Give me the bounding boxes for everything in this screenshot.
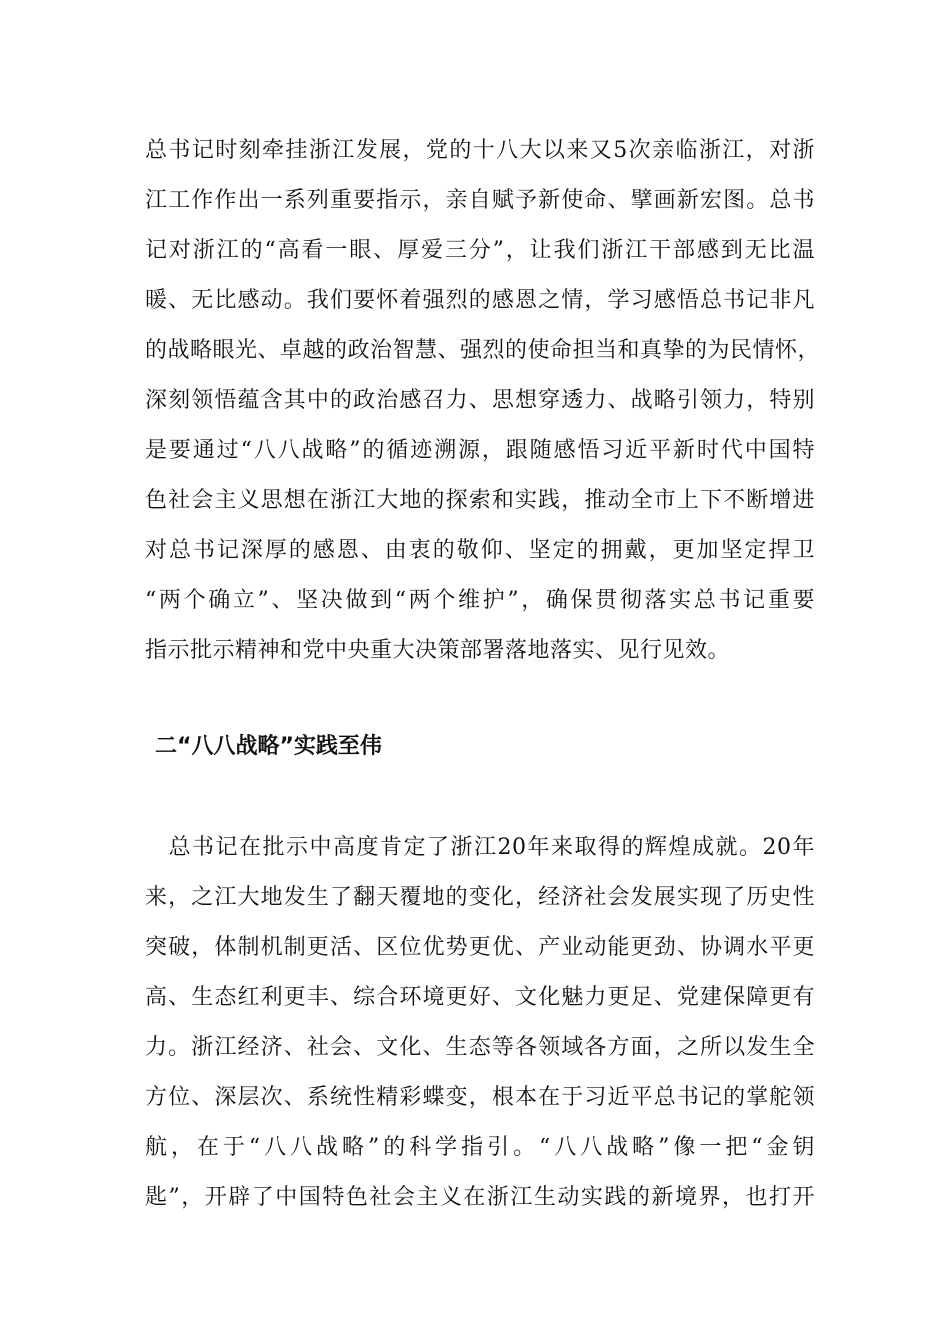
text-line: 突破，体制机制更活、区位优势更优、产业动能更劲、协调水平更 — [145, 935, 815, 960]
text-line: 色社会主义思想在浙江大地的探索和实践，推动全市上下不断增进 — [145, 488, 815, 513]
text-line: 的战略眼光、卓越的政治智慧、强烈的使命担当和真挚的为民情怀， — [145, 338, 821, 363]
text-line: 暖、无比感动。我们要怀着强烈的感恩之情，学习感悟总书记非凡 — [145, 288, 815, 313]
section-heading: 二“八八战略”实践至伟 — [155, 734, 382, 759]
text-line: 记对浙江的“高看一眼、厚爱三分”，让我们浙江干部感到无比温 — [145, 238, 815, 263]
text-line: 航，在于“八八战略”的科学指引。“八八战略”像一把“金钥 — [145, 1135, 815, 1160]
text-line: 力。浙江经济、社会、文化、生态等各领域各方面，之所以发生全 — [145, 1035, 815, 1060]
text-line: 方位、深层次、系统性精彩蝶变，根本在于习近平总书记的掌舵领 — [145, 1085, 815, 1110]
text-line: 来，之江大地发生了翻天覆地的变化，经济社会发展实现了历史性 — [145, 885, 815, 910]
text-line: 匙”，开辟了中国特色社会主义在浙江生动实践的新境界，也打开 — [145, 1185, 815, 1210]
text-line: 指示批示精神和党中央重大决策部署落地落实、见行见效。 — [145, 638, 731, 663]
text-line: 总书记时刻牵挂浙江发展，党的十八大以来又5次亲临浙江，对浙 — [145, 138, 815, 163]
paragraph-1 — [145, 126, 821, 676]
paragraph-2 — [145, 823, 815, 1223]
text-line: 对总书记深厚的感恩、由衷的敬仰、坚定的拥戴，更加坚定捍卫 — [145, 538, 815, 563]
text-line: 总书记在批示中高度肯定了浙江20年来取得的辉煌成就。20年 — [145, 835, 815, 860]
text-line: 高、生态红利更丰、综合环境更好、文化魅力更足、党建保障更有 — [145, 985, 815, 1010]
text-line: 江工作作出一系列重要指示，亲自赋予新使命、擘画新宏图。总书 — [145, 188, 815, 213]
text-line: “两个确立”、坚决做到“两个维护”，确保贯彻落实总书记重要 — [145, 588, 815, 613]
text-line: 是要通过“八八战略”的循迹溯源，跟随感悟习近平新时代中国特 — [145, 438, 815, 463]
text-line: 深刻领悟蕴含其中的政治感召力、思想穿透力、战略引领力，特别 — [145, 388, 815, 413]
